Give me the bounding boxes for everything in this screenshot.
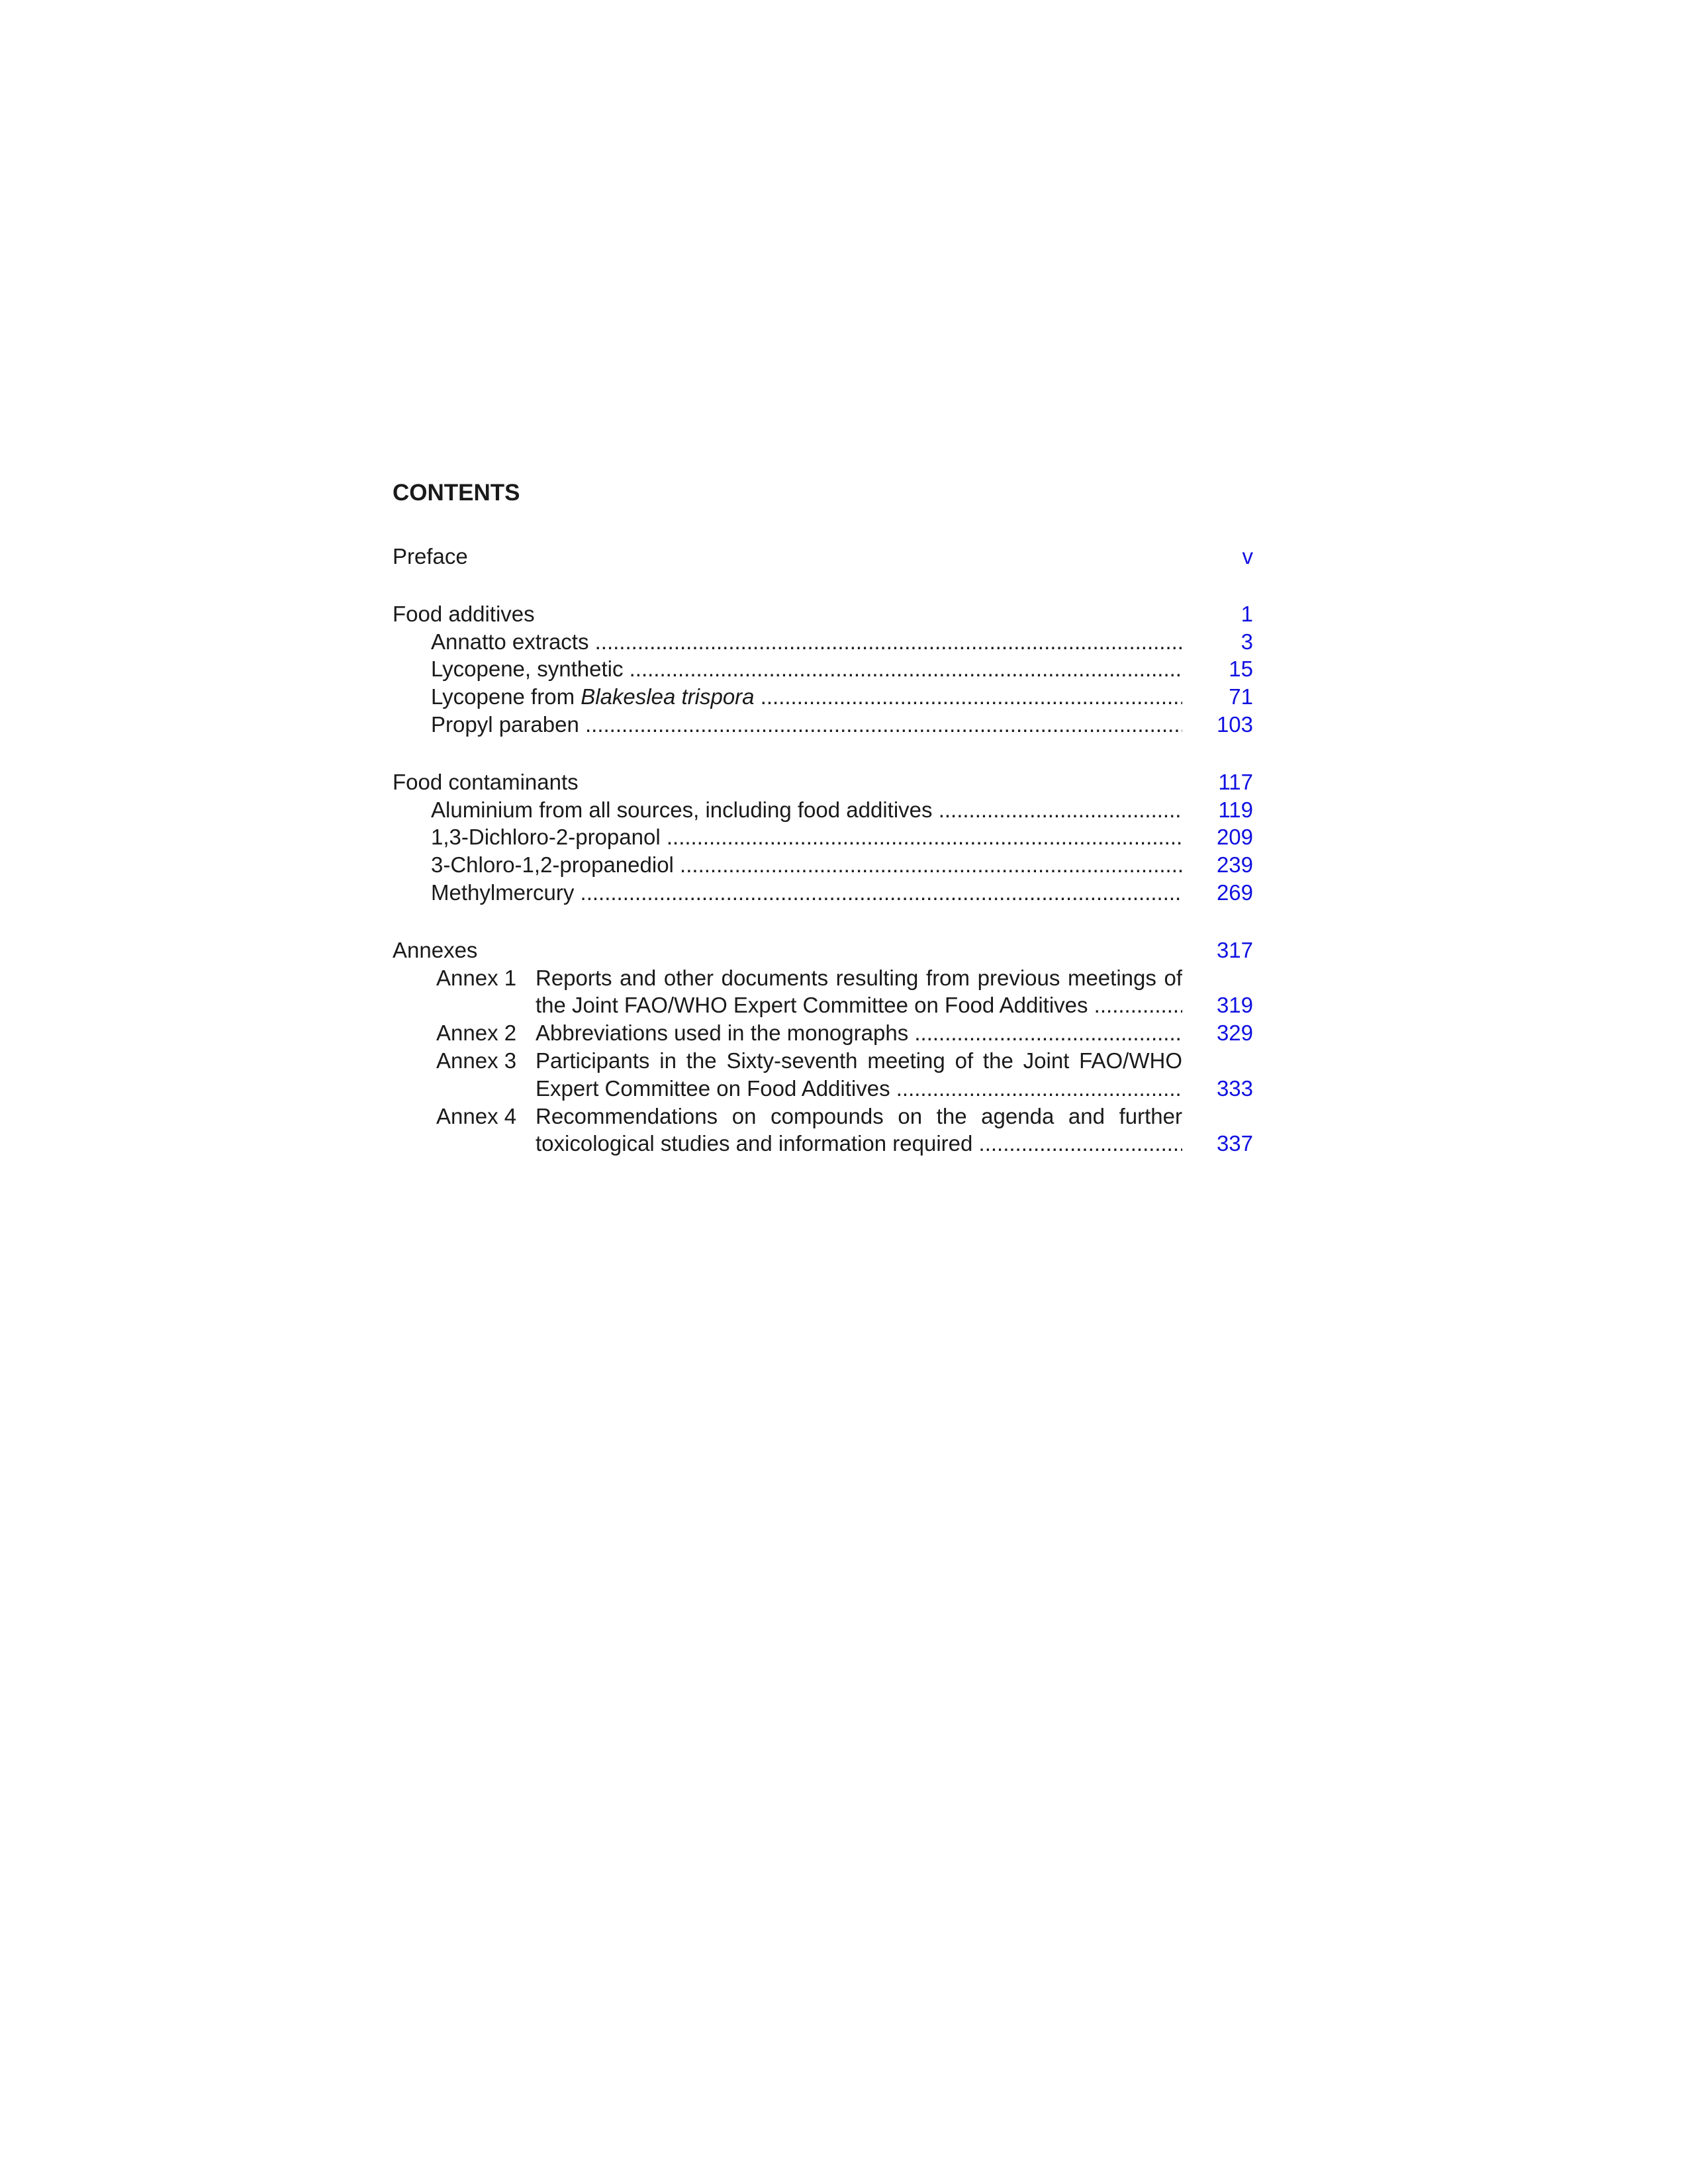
- toc-page-link[interactable]: 337: [1216, 1131, 1253, 1156]
- annex-number: Annex 1: [436, 965, 517, 990]
- toc-group-food-additives: [393, 600, 1253, 739]
- toc-entry-preface[interactable]: [393, 543, 1253, 570]
- toc-section-heading[interactable]: [393, 936, 1253, 964]
- toc-page-link[interactable]: 333: [1216, 1075, 1253, 1101]
- toc-page-link[interactable]: 1: [1241, 601, 1253, 626]
- toc-page-link[interactable]: 329: [1216, 1021, 1253, 1046]
- toc-entry[interactable]: [393, 655, 1253, 683]
- annex-title-line: Abbreviations used in the monographs .....: [536, 1019, 1182, 1047]
- toc-page-link[interactable]: 319: [1216, 993, 1253, 1018]
- species-name: Blakeslea trispora: [581, 684, 755, 709]
- toc-section-heading[interactable]: [393, 768, 1253, 796]
- toc-entry-label: Aluminium from all sources, including food additives .....: [431, 796, 1182, 824]
- toc-entry-label: Annatto extracts .....: [431, 628, 1182, 656]
- toc-entry[interactable]: [393, 711, 1253, 739]
- toc-annex-entry[interactable]: [393, 1047, 1253, 1103]
- toc-entry[interactable]: [393, 628, 1253, 656]
- toc-section-label: Annexes: [393, 937, 478, 962]
- annex-title-line: the Joint FAO/WHO Expert Committee on Food Additives .....: [536, 991, 1182, 1019]
- toc-annex-entry[interactable]: [393, 964, 1253, 1020]
- toc-group-annexes: [393, 936, 1253, 1158]
- toc-annex-entry[interactable]: [393, 1019, 1253, 1047]
- toc-page-link[interactable]: 317: [1216, 937, 1253, 962]
- toc-entry[interactable]: [393, 683, 1253, 711]
- toc-entry-label: 3-Chloro-1,2-propanediol .....: [431, 851, 1182, 879]
- annex-title-line: Expert Committee on Food Additives .....: [536, 1075, 1182, 1103]
- annex-number: Annex 4: [436, 1103, 517, 1128]
- toc-page-link[interactable]: 15: [1229, 657, 1253, 682]
- annex-title-line: toxicological studies and information required .....: [536, 1130, 1182, 1158]
- toc-page-link[interactable]: 119: [1218, 797, 1253, 822]
- toc-page-link[interactable]: 71: [1229, 684, 1253, 709]
- toc-entry-label: Methylmercury .....: [431, 879, 1182, 907]
- toc-page-link[interactable]: 117: [1218, 769, 1253, 794]
- toc-section-label: Food additives: [393, 601, 535, 626]
- page-title: CONTENTS: [393, 480, 520, 506]
- toc-page-link[interactable]: 239: [1216, 852, 1253, 878]
- toc-page-link[interactable]: 209: [1216, 825, 1253, 850]
- toc-entry[interactable]: [393, 823, 1253, 851]
- annex-number: Annex 2: [436, 1021, 517, 1046]
- toc-page-link[interactable]: 269: [1216, 880, 1253, 905]
- toc-entry-label: Lycopene from Blakeslea trispora .....: [431, 683, 1182, 711]
- toc-section-heading[interactable]: [393, 600, 1253, 628]
- toc-annex-entry[interactable]: [393, 1103, 1253, 1158]
- annex-number: Annex 3: [436, 1048, 517, 1073]
- toc-page-link[interactable]: 103: [1216, 711, 1253, 737]
- toc-entry[interactable]: [393, 851, 1253, 879]
- toc-entry-label: Lycopene, synthetic .....: [431, 655, 1182, 683]
- annex-title-line: Recommendations on compounds on the agenda and further: [536, 1103, 1182, 1128]
- toc-entry-label: Preface: [393, 544, 468, 569]
- annex-title-line: Participants in the Sixty-seventh meeting of the Joint FAO/WHO: [536, 1048, 1182, 1073]
- toc-entry-label: Propyl paraben .....: [431, 711, 1182, 739]
- toc-page-link[interactable]: 3: [1241, 629, 1253, 654]
- annex-title-line: Reports and other documents resulting from previous meetings of: [536, 965, 1182, 990]
- table-of-contents: [393, 478, 1253, 1187]
- toc-group-preface: [393, 543, 1253, 570]
- toc-entry-label: 1,3-Dichloro-2-propanol .....: [431, 823, 1182, 851]
- toc-page-link[interactable]: v: [1242, 544, 1253, 569]
- toc-section-label: Food contaminants: [393, 769, 579, 794]
- toc-entry[interactable]: [393, 796, 1253, 824]
- toc-entry[interactable]: [393, 879, 1253, 907]
- toc-group-food-contaminants: [393, 768, 1253, 907]
